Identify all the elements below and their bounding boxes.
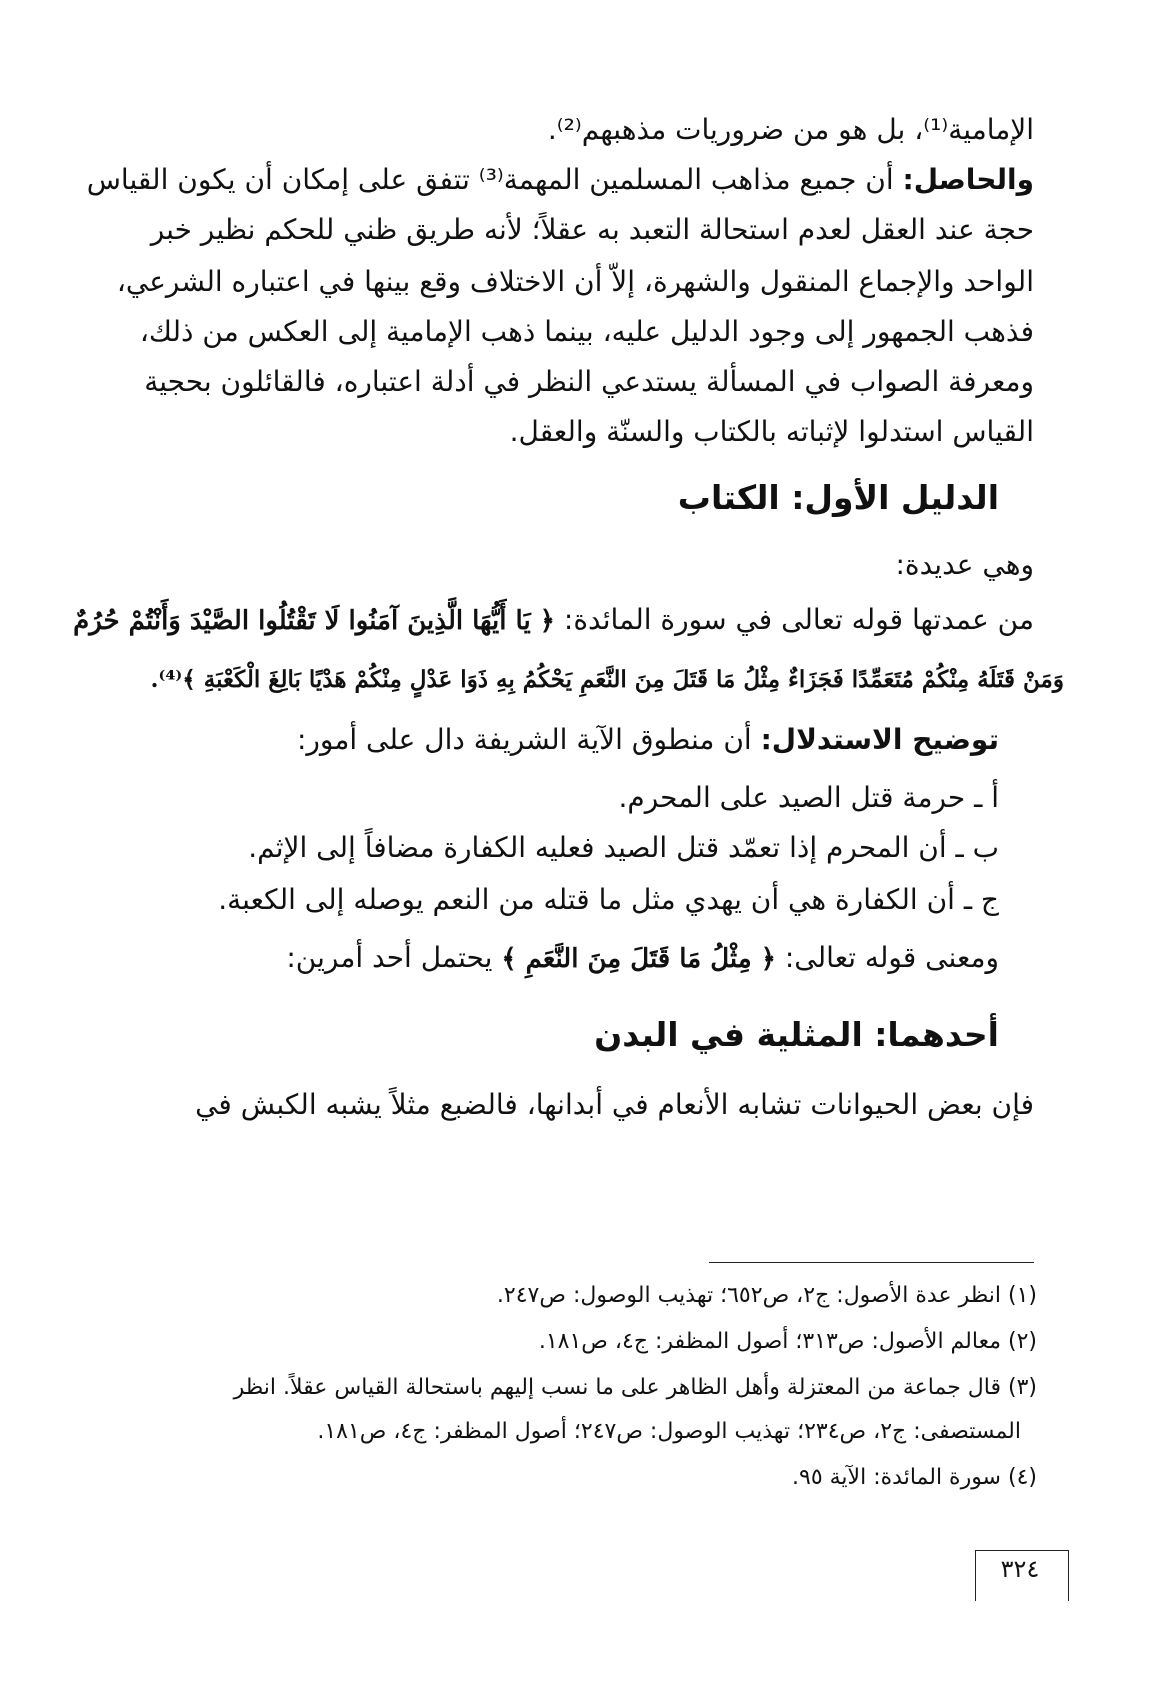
list-item: ج ـ أن الكفارة هي أن يهدي مثل ما قتله من النعم يوصله إلى الكعبة. (218, 883, 999, 916)
paragraph-text: أن منطوق الآية الشريفة دال على أمور: (296, 723, 761, 756)
paragraph-line (105, 660, 1064, 700)
paragraph-line: فذهب الجمهور إلى وجود الدليل عليه، بينما ذهب الإمامية إلى العكس من ذلك، (139, 315, 1034, 348)
paragraph-line: الواحد والإجماع المنقول والشهرة، إلاّ أن الاختلاف وقع بينها في اعتباره الشرعي، (116, 265, 1034, 298)
footnote-divider (709, 1262, 1034, 1263)
paragraph-line: ومعرفة الصواب في المسألة يستدعي النظر في أدلة اعتباره، فالقائلون بحجية (144, 365, 1034, 398)
page-number: ٣٢٤ (1000, 1555, 1040, 1583)
list-item: أ ـ حرمة قتل الصيد على المحرم. (618, 781, 999, 814)
paragraph-text: من عمدتها قوله تعالى في سورة المائدة: (555, 603, 1034, 636)
paragraph-line (73, 600, 1034, 641)
paragraph-text: أن جميع مذاهب المسلمين المهمة⁽³⁾ تتفق على إمكان أن يكون القياس (86, 163, 903, 196)
paragraph-line (86, 160, 1034, 200)
list-item: ب ـ أن المحرم إذا تعمّد قتل الصيد فعليه الكفارة مضافاً إلى الإثم. (248, 831, 999, 864)
paragraph-line: فإن بعض الحيوانات تشابه الأنعام في أبدانها، فالضبع مثلاً يشبه الكبش في (195, 1088, 1034, 1121)
paragraph-text: يحتمل أحد أمرين: (286, 941, 502, 974)
explanation-label: توضيح الاستدلال: (760, 723, 999, 756)
paragraph-line: حجة عند العقل لعدم استحالة التعبد به عقلاً؛ لأنه طريق ظني للحكم نظير خبر (150, 213, 1034, 246)
paragraph-line: الإمامية⁽¹⁾، بل هو من ضروريات مذهبهم⁽²⁾. (547, 113, 1034, 146)
summary-label: والحاصل: (902, 163, 1034, 196)
paragraph-line: وهي عديدة: (895, 548, 1034, 581)
section-heading: أحدهما: المثلية في البدن (594, 1015, 999, 1054)
paragraph-line (105, 720, 999, 760)
quran-verse: ﴿ مِثْلُ مَا قَتَلَ مِنَ النَّعَمِ ﴾ (501, 944, 776, 974)
paragraph-text: ومعنى قوله تعالى: (775, 941, 999, 974)
quran-verse: ﴿ يَا أَيُّهَا الَّذِينَ آمَنُوا لَا تَقْتُلُوا الصَّيْدَ وَأَنْتُمْ حُرُمٌ (73, 606, 555, 636)
footnote: (١) انظر عدة الأصول: ج٢، ص٦٥٢؛ تهذيب الوصول: ص٢٤٧. (496, 1283, 1037, 1308)
footnote: المستصفى: ج٢، ص٢٣٤؛ تهذيب الوصول: ص٢٤٧؛ أصول المظفر: ج٤، ص١٨١. (317, 1419, 1021, 1444)
quran-verse: وَمَنْ قَتَلَهُ مِنْكُمْ مُتَعَمِّدًا فَجَزَاءٌ مِثْلُ مَا قَتَلَ مِنَ النَّعَمِ يَحْكُمُ بِهِ ذَوَا عَدْلٍ مِنْكُمْ هَدْيًا بَالِغَ الْكَعْبَةِ ﴾⁽⁴⁾. (150, 666, 1064, 693)
section-heading: الدليل الأول: الكتاب (677, 478, 999, 517)
footnote: (٣) قال جماعة من المعتزلة وأهل الظاهر على ما نسب إليهم باستحالة القياس عقلاً. انظر (233, 1375, 1037, 1400)
paragraph-line: القياس استدلوا لإثباته بالكتاب والسنّة والعقل. (509, 415, 1034, 448)
footnote: (٤) سورة المائدة: الآية ٩٥. (792, 1465, 1037, 1490)
paragraph-line (105, 938, 999, 979)
footnote: (٢) معالم الأصول: ص٣١٣؛ أصول المظفر: ج٤، ص١٨١. (538, 1329, 1037, 1354)
